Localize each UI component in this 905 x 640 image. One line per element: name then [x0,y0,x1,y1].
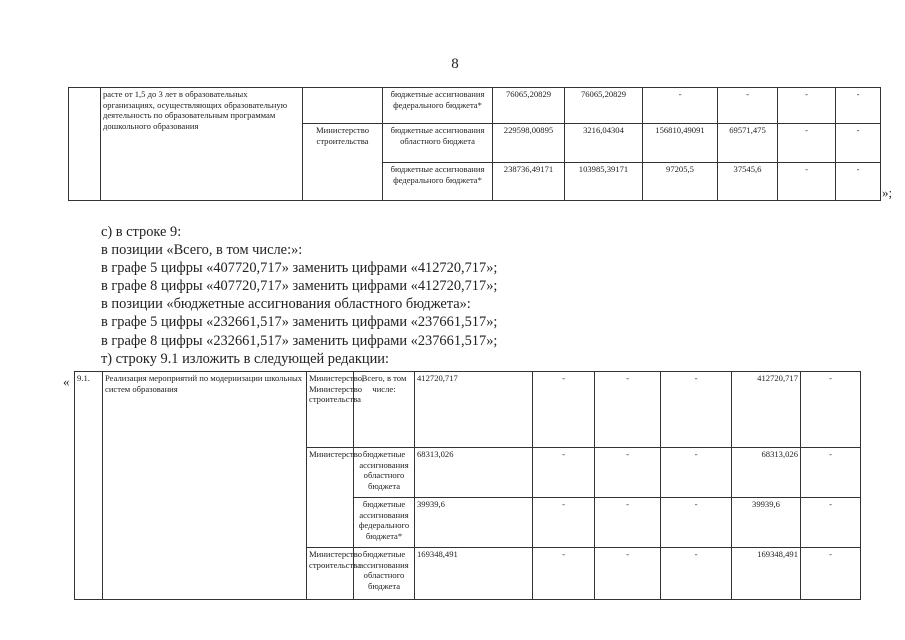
text-line: в графе 8 цифры «407720,717» заменить цифрами «412720,717»; [101,278,498,295]
value-cell: - [595,448,661,498]
value-cell: - [643,88,718,124]
value-cell: 68313,026 [732,448,801,498]
value-cell: - [801,448,861,498]
executor-cell: Министерство строительства [303,124,383,201]
value-cell: - [661,498,732,548]
executor-cell [303,88,383,124]
value-cell: 412720,717 [732,372,801,448]
value-cell: - [778,163,836,201]
value-cell: 156810,49091 [643,124,718,163]
value-cell: - [801,548,861,600]
value-cell: - [661,448,732,498]
page-number: 8 [451,56,459,72]
table-row [69,88,881,124]
value-cell: - [778,124,836,163]
value-cell: 169348,491 [732,548,801,600]
value-cell: 69571,475 [718,124,778,163]
row-number-cell: 9.1. [75,372,103,600]
value-cell: - [801,372,861,448]
funding-source-cell: бюджетные ассигнования федерального бюджета* [354,498,415,548]
text-line: в графе 5 цифры «407720,717» заменить цифрами «412720,717»; [101,260,498,277]
value-cell: - [595,548,661,600]
amendment-text [101,223,497,368]
executor-cell: Министерство [307,448,354,548]
funding-source-cell: Всего, в том числе: [354,372,415,448]
value-cell: - [778,88,836,124]
value-cell: - [836,88,881,124]
value-cell: - [533,372,595,448]
funding-source-cell: бюджетные ассигнования областного бюджета [354,548,415,600]
value-cell: 39939,6 [732,498,801,548]
text-line: в позиции «Всего, в том числе:»: [101,242,303,259]
value-cell: - [533,548,595,600]
executor-cell: Министерство строительства [307,548,354,600]
row-number-cell [69,88,101,201]
value-cell: - [836,163,881,201]
text-line: в графе 8 цифры «232661,517» заменить цифрами «237661,517»; [101,332,498,349]
value-cell: 238736,49171 [493,163,565,201]
executor-cell: Министерство, Министерство строительства [307,372,354,448]
value-cell: - [801,498,861,548]
value-cell: 76065,20829 [565,88,643,124]
value-cell: 103985,39171 [565,163,643,201]
value-cell: 412720,717 [415,372,533,448]
value-cell: 97205,5 [643,163,718,201]
funding-source-cell: бюджетные ассигнования областного бюджета [354,448,415,498]
value-cell: 37545,6 [718,163,778,201]
measure-name-cell: Реализация мероприятий по модернизации школьных систем образования [103,372,307,600]
budget-table-continuation [68,87,881,201]
opening-quote: « [63,374,70,389]
table-row [75,372,861,448]
funding-source-cell: бюджетные ассигнования областного бюджета [383,124,493,163]
value-cell: - [595,372,661,448]
measure-name-cell: расте от 1,5 до 3 лет в образовательных организациях, осуществляющих образовательную деятельность по образовательным программам дошкольного образования [101,88,303,201]
value-cell: - [533,498,595,548]
value-cell: 229598,00895 [493,124,565,163]
value-cell: - [836,124,881,163]
value-cell: - [595,498,661,548]
text-line: с) в строке 9: [101,224,182,240]
value-cell: - [533,448,595,498]
value-cell: - [661,372,732,448]
text-line: в графе 5 цифры «232661,517» заменить цифрами «237661,517»; [101,314,498,331]
text-line: в позиции «бюджетные ассигнования областного бюджета»: [101,296,471,313]
value-cell: 39939,6 [415,498,533,548]
budget-table-row-9-1 [74,371,861,600]
text-line: т) строку 9.1 изложить в следующей редакции: [101,350,389,367]
funding-source-cell: бюджетные ассигнования федерального бюджета* [383,163,493,201]
value-cell: 3216,04304 [565,124,643,163]
value-cell: - [718,88,778,124]
funding-source-cell: бюджетные ассигнования федерального бюджета* [383,88,493,124]
value-cell: - [661,548,732,600]
value-cell: 169348,491 [415,548,533,600]
closing-quote: »; [882,185,893,200]
value-cell: 76065,20829 [493,88,565,124]
value-cell: 68313,026 [415,448,533,498]
